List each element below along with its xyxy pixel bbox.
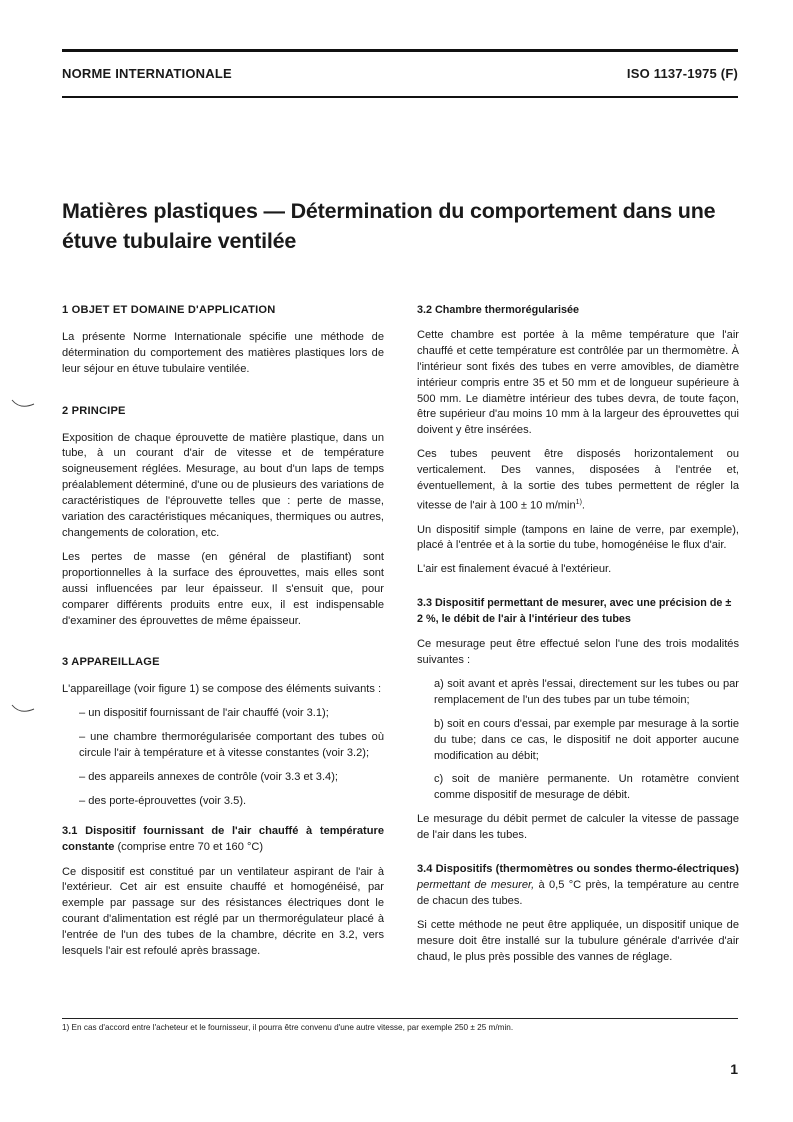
section-3-2-paragraph-1: Cette chambre est portée à la même température que l'air chauffé et cette température est contrôlée par un thermomètre. À l'intérieur sont fixés des tubes en verre amovibles, de diamètre intérieur compris entre 35 et 50 mm et de longueur supérieure à 500 mm. Le diamètre intérieur des tubes devra, de toute façon, être supérieur d'au moins 10 mm à la largeur des éprouvettes qui doivent y être insérées. <box>417 328 739 437</box>
section-3-4-title <box>417 862 739 910</box>
document-title: Matières plastiques — Détermination du comportement dans une étuve tubulaire ventilée <box>62 199 716 253</box>
section-3-4-title-paren: (thermomètres ou sondes thermo-électriques) <box>492 863 740 876</box>
footnote: 1) En cas d'accord entre l'acheteur et le fournisseur, il pourra être convenu d'une autre vitesse, par exemple 250 ± 25 m/min. <box>62 1023 514 1032</box>
section-2-paragraph-1: Exposition de chaque éprouvette de matière plastique, dans un tube, à un courant d'air de vitesse et de température soigneusement réglées. Mesurage, au bout d'un laps de temps préalablement déterminé, d'une ou de plusieurs des variations de caractéristiques de l'éprouvette telles que : perte de masse, variation des caractéristiques mécaniques, thermiques ou autres, changements de coloration, etc. <box>62 431 384 539</box>
section-3-2-paragraph-2-text: Ces tubes peuvent être disposés horizontalement ou verticalement. Des vannes, disposées à l'entrée et, éventuellement, à la sortie des tubes permettent de régler la vitesse de l'air à 100 ± 10 m/min <box>417 448 739 512</box>
section-1-paragraph: La présente Norme Internationale spécifie une méthode de détermination du comportement des matières plastiques lors de leur séjour en étuve tubulaire ventilée. <box>62 330 384 375</box>
list-item: – des appareils annexes de contrôle (voir 3.3 et 3.4); <box>79 770 339 783</box>
footnote-rule <box>62 1018 738 1019</box>
list-item: c) soit de manière permanente. Un rotamètre convient comme dispositif de mesurage de débit. <box>434 773 739 802</box>
top-rule <box>62 49 738 52</box>
section-3-2-paragraph-2-end: . <box>581 499 585 512</box>
margin-mark-icon <box>10 703 36 715</box>
section-3-3-paragraph: Le mesurage du débit permet de calculer la vitesse de passage de l'air dans les tubes. <box>417 813 739 842</box>
measurement-options-list <box>417 677 739 804</box>
section-3-intro: L'appareillage (voir figure 1) se compose des éléments suivants : <box>62 683 382 696</box>
section-3-title: 3 APPAREILLAGE <box>62 656 160 669</box>
page-number: 1 <box>730 1061 738 1077</box>
list-item: – un dispositif fournissant de l'air chauffé (voir 3.1); <box>79 707 329 720</box>
apparatus-list <box>62 706 384 810</box>
right-column <box>417 303 739 974</box>
section-3-1-title <box>62 824 384 856</box>
header-standard-type: NORME INTERNATIONALE <box>62 66 232 81</box>
section-3-2-title: 3.2 Chambre thermorégularisée <box>417 304 580 316</box>
section-1-title: 1 OBJET ET DOMAINE D'APPLICATION <box>62 304 276 316</box>
section-3-1-title-rest: (comprise entre 70 et 160 °C) <box>114 840 264 853</box>
section-3-4-title-italic: permettant de mesurer, <box>417 878 535 891</box>
section-3-4-title-rest: à 0,5 °C près, la température au centre de chacun des tubes. <box>417 878 739 907</box>
left-column <box>62 303 384 968</box>
list-item: – des porte-éprouvettes (voir 3.5). <box>79 794 247 807</box>
list-item: a) soit avant et après l'essai, directement sur les tubes ou par remplacement de l'un des tubes par un tube témoin; <box>434 677 739 706</box>
section-3-3-title: 3.3 Dispositif permettant de mesurer, avec une précision de ± 2 %, le débit de l'air à l'intérieur des tubes <box>417 597 732 626</box>
section-3-3-intro: Ce mesurage peut être effectué selon l'une des trois modalités suivantes : <box>417 638 739 666</box>
section-3-4-title-bold: 3.4 Dispositifs <box>417 863 493 876</box>
header-rule <box>62 96 738 98</box>
footnote-reference: 1) <box>575 498 582 506</box>
list-item: b) soit en cours d'essai, par exemple par mesurage à la sortie du tube; dans ce cas, le dispositif ne doit apporter aucune modification au débit; <box>434 717 739 762</box>
header-standard-number: ISO 1137-1975 (F) <box>626 66 738 81</box>
section-3-4-paragraph: Si cette méthode ne peut être appliquée, un dispositif unique de mesure doit être installé sur la tubulure générale d'arrivée d'air chaud, le plus près possible des vannes de réglage. <box>417 918 739 963</box>
section-3-2-paragraph-4: L'air est finalement évacué à l'extérieur. <box>417 563 612 576</box>
section-2-paragraph-2: Les pertes de masse (en général de plastifiant) sont proportionnelles à la surface des éprouvettes, mais elles sont aussi influencées par leur épaisseur. Il s'ensuit que, pour comparer différents produits entre eux, il est indispensable d'examiner des éprouvettes de même épaisseur. <box>62 550 384 627</box>
section-3-2-paragraph-3: Un dispositif simple (tampons en laine de verre, par exemple), placé à l'entrée et à la sortie du tube, homogénéise le flux d'air. <box>417 523 739 552</box>
section-2-title: 2 PRINCIPE <box>62 404 126 417</box>
list-item: – une chambre thermorégularisée comportant des tubes où circule l'air à température et à vitesse constantes (voir 3.2); <box>79 731 384 760</box>
margin-mark-icon <box>10 398 36 410</box>
section-3-1-title-bold: 3.1 Dispositif fournissant de l'air chauffé à température constante <box>62 824 384 853</box>
section-3-1-paragraph: Ce dispositif est constitué par un ventilateur aspirant de l'air à l'extérieur. Cet air est ensuite chauffé et homogénéisé, par exemple par passage sur des résistances électriques dont le courant d'alimentation est réglé par un thermorégulateur placé à l'entrée de l'un des tubes de la chambre, décrite en 3.2, vers lesquels l'air est refoulé après brassage. <box>62 865 384 958</box>
section-3-2-paragraph-2 <box>417 447 739 514</box>
